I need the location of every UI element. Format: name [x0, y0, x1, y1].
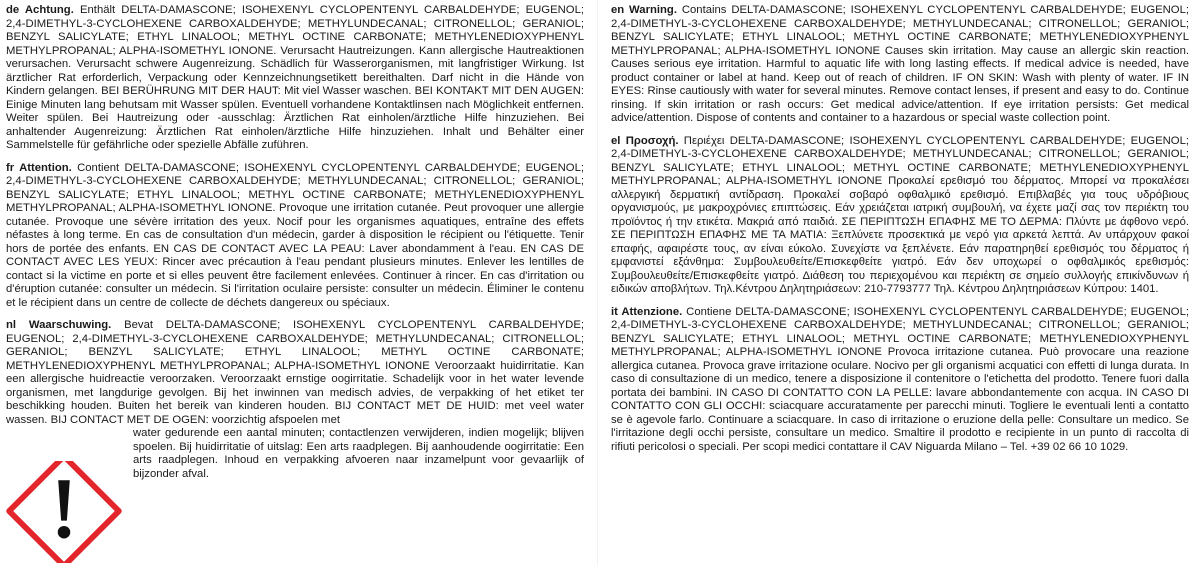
section-nl-text-continued: water gedurende een aantal minuten; contactlenzen verwijderen, indien mogelijk; blijven spoelen. Bij huidirritatie of uitslag: Een arts raadplegen. Bij aanhoudende oogirritatie: Een arts raadplegen. Inhoud en verpakking afvoeren naar inzamelpunt voor gevaarlijk of bijzonder afval.: [133, 427, 584, 480]
section-de: [6, 4, 584, 153]
left-column: [6, 4, 584, 490]
section-de-text: Enthält DELTA-DAMASCONE; ISOHEXENYL CYCLOPENTENYL CARBALDEHYDE; EUGENOL; 2,4-DIMETHYL-3-CYCLOHEXENE CARBOXALDEHYDE; METHYLUNDECANAL; CITRONELLOL; GERANIOL; BENZYL SALICYLATE; ETHYL LINALOOL; METHYL OCTINE CARBONATE; METHYLENEDIOXYPHENYL METHYLPROPANAL; ALPHA-ISOMETHYL IONONE. Verursacht Hautreizungen. Kann allergische Hautreaktionen verursachen. Verursacht schwere Augenreizung. Schädlich für Wasserorganismen, mit langfristiger Wirkung. Ist ärztlicher Rat erforderlich, Verpackung oder Kennzeichnungsetikett bereithalten. Darf nicht in die Hände von Kindern gelangen. BEI BERÜHRUNG MIT DER HAUT: Mit viel Wasser waschen. BEI KONTAKT MIT DEN AUGEN: Einige Minuten lang behutsam mit Wasser spülen. Eventuell vorhandene Kontaktlinsen nach Möglichkeit entfernen. Weiter spülen. Bei Hautreizung oder -ausschlag: Ärztlichen Rat einholen/ärztliche Hilfe hinzuziehen. Bei anhaltender Augenreizung: Ärztlichen Rat einholen/ärztliche Hilfe hinzuziehen. Inhalt und Behälter einer Sammelstelle für gefährliche oder spezielle Abfälle zuführen.: [6, 4, 584, 151]
section-nl-first: [6, 319, 584, 427]
right-column: [611, 4, 1189, 463]
section-it-text: Contiene DELTA-DAMASCONE; ISOHEXENYL CYCLOPENTENYL CARBALDEHYDE; EUGENOL; 2,4-DIMETHYL-3-CYCLOHEXENE CARBOXALDEHYDE; METHYLUNDECANAL; CITRONELLOL; GERANIOL; BENZYL SALICYLATE; ETHYL LINALOOL; METHYL OCTINE CARBONATE; METHYLENEDIOXYPHENYL METHYLPROPANAL; ALPHA-ISOMETHYL IONONE Provoca irritazione cutanea. Può provocare una reazione allergica cutanea. Provoca grave irritazione oculare. Nocivo per gli organismi acquatici con effetti di lunga durata. In caso di consultazione di un medico, tenere a disposizione il contenitore o l'etichetta del prodotto. Tenere fuori dalla portata dei bambini. IN CASO DI CONTATTO CON LA PELLE: lavare abbondantemente con acqua. IN CASO DI CONTATTO CON GLI OCCHI: sciacquare accuratamente per parecchi minuti. Togliere le eventuali lenti a contatto se è agevole farlo. Continuare a sciacquare. In caso di irritazione o eruzione della pelle: Consultare un medico. Se l'irritazione degli occhi persiste, consultare un medico. Smaltire il prodotto e recipiente in un punto di raccolta di rifiuti pericolosi o speciali. Per scopi medici contattare il CAV Niguarda Milano – Tel. +39 02 66 10 1029.: [611, 305, 1190, 453]
section-it-label: it Attenzione.: [611, 305, 683, 318]
section-en-label: en Warning.: [611, 4, 677, 16]
section-el-text: Περιέχει DELTA-DAMASCONE; ISOHEXENYL CYCLOPENTENYL CARBALDEHYDE; EUGENOL; 2,4-DIMETHYL-3-CYCLOHEXENE CARBOXALDEHYDE; METHYLUNDECANAL; CITRONELLOL; GERANIOL; BENZYL SALICYLATE; ETHYL LINALOOL; METHYL OCTINE CARBONATE; METHYLENEDIOXYPHENYL METHYLPROPANAL; ALPHA-ISOMETHYL IONONE Προκαλεί ερεθισμό του δέρματος. Μπορεί να προκαλέσει αλλεργική δερματική αντίδραση. Προκαλεί σοβαρό οφθαλμικό ερεθισμό. Επιβλαβές για τους υδρόβιους οργανισμούς, με μακροχρόνιες επιπτώσεις. Εάν χρειάζεται ιατρική συμβουλή, να έχετε μαζί σας τον περιέκτη του προϊόντος ή την ετικέτα. Μακριά από παιδιά. ΣΕ ΠΕΡΙΠΤΩΣΗ ΕΠΑΦΗΣ ΜΕ ΤΟ ΔΕΡΜΑ: Πλύντε με άφθονο νερό. ΣΕ ΠΕΡΙΠΤΩΣΗ ΕΠΑΦΗΣ ΜΕ ΤΑ ΜΑΤΙΑ: Ξεπλύνετε προσεκτικά με νερό για αρκετά λεπτά. Αν υπάρχουν φακοί επαφής, αφαιρέστε τους, αν είναι εύκολο. Συνεχίστε να ξεπλένετε. Εάν παρατηρηθεί ερεθισμός του δέρματος ή εμφανιστεί εξάνθημα: Συμβουλευθείτε/Επισκεφθείτε γιατρό. Εάν δεν υποχωρεί ο οφθαλμικός ερεθισμός: Συμβουλευθείτε/Επισκεφθείτε γιατρό. Διάθεση του περιεχομένου και περιέκτη σε σημείο συλλογής επικίνδυνων ή ειδικών αποβλήτων. Τηλ.Κέντρου Δηλητηριάσεων: 210-7793777 Τηλ. Κέντρου Δηλητηριάσεων Κύπρου: 1401.: [611, 134, 1189, 295]
section-nl-label: nl Waarschuwing.: [6, 319, 112, 331]
section-el: [611, 135, 1189, 297]
section-el-label: el Προσοχή.: [611, 134, 679, 147]
section-fr-text: Contient DELTA-DAMASCONE; ISOHEXENYL CYCLOPENTENYL CARBALDEHYDE; EUGENOL; 2,4-DIMETHYL-3-CYCLOHEXENE CARBOXALDEHYDE; METHYLUNDECANAL; CITRONELLOL; GERANIOL; BENZYL SALICYLATE; ETHYL LINALOOL; METHYL OCTINE CARBONATE; METHYLENEDIOXYPHENYL METHYLPROPANAL; ALPHA-ISOMETHYL IONONE. Provoque une irritation cutanée. Peut provoquer une allergie cutanée. Provoque une sévère irritation des yeux. Nocif pour les organismes aquatiques, entraîne des effets néfastes à long terme. En cas de consultation d'un médecin, garder à disposition le récipient ou l'étiquette. Tenir hors de portée des enfants. EN CAS DE CONTACT AVEC LA PEAU: Laver abondamment à l'eau. EN CAS DE CONTACT AVEC LES YEUX: Rincer avec précaution à l'eau pendant plusieurs minutes. Enlever les lentilles de contact si la victime en porte et si elles peuvent être facilement enlevées. Continuer à rincer. En cas d'irritation ou d'éruption cutanée: consulter un médecin. Si l'irritation oculaire persiste: consulter un médecin. Éliminer le contenu et le récipient dans un centre de collecte de déchets dangereux ou spéciaux.: [6, 161, 584, 309]
section-fr-label: fr Attention.: [6, 161, 72, 174]
section-it: [611, 306, 1189, 455]
section-en: [611, 4, 1189, 126]
section-nl: [6, 319, 584, 481]
section-en-text: Contains DELTA-DAMASCONE; ISOHEXENYL CYCLOPENTENYL CARBALDEHYDE; EUGENOL; 2,4-DIMETHYL-3-CYCLOHEXENE CARBOXALDEHYDE; METHYLUNDECANAL; CITRONELLOL; GERANIOL; BENZYL SALICYLATE; ETHYL LINALOOL; METHYL OCTINE CARBONATE; METHYLENEDIOXYPHENYL METHYLPROPANAL; ALPHA-ISOMETHYL IONONE Causes skin irritation. May cause an allergic skin reaction. Causes serious eye irritation. Harmful to aquatic life with long lasting effects. If medical advice is needed, have product container or label at hand. Keep out of reach of children. IF ON SKIN: Wash with plenty of water. IF IN EYES: Rinse cautiously with water for several minutes. Remove contact lenses, if present and easy to do. Continue rinsing. If skin irritation or rash occurs: Get medical advice/attention. If eye irritation persists: Get medical advice/attention. Dispose of contents and container to a hazardous or special waste collection point.: [611, 4, 1190, 124]
section-fr: [6, 162, 584, 311]
column-divider: [597, 0, 598, 566]
section-de-label: de Achtung.: [6, 4, 74, 16]
section-nl-text: Bevat DELTA-DAMASCONE; ISOHEXENYL CYCLOPENTENYL CARBALDEHYDE; EUGENOL; 2,4-DIMETHYL-3-CYCLOHEXENE CARBOXALDEHYDE; METHYLUNDECANAL; CITRONELLOL; GERANIOL; BENZYL SALICYLATE; ETHYL LINALOOL; METHYL OCTINE CARBONATE; METHYLENEDIOXYPHENYL METHYLPROPANAL; ALPHA-ISOMETHYL IONONE Veroorzaakt huidirritatie. Kan een allergische huidreactie veroorzaken. Veroorzaakt ernstige oogirritatie. Schadelijk voor in het water levende organismen, met langdurige gevolgen. Bij het inwinnen van medisch advies, de verpakking of het etiket ter beschikking houden. Buiten het bereik van kinderen houden. BIJ CONTACT MET DE HUID: met veel water wassen. BIJ CONTACT MET DE OGEN: voorzichtig afspoelen met: [6, 319, 585, 426]
exclamation-mark-hazard-icon: [6, 461, 122, 563]
